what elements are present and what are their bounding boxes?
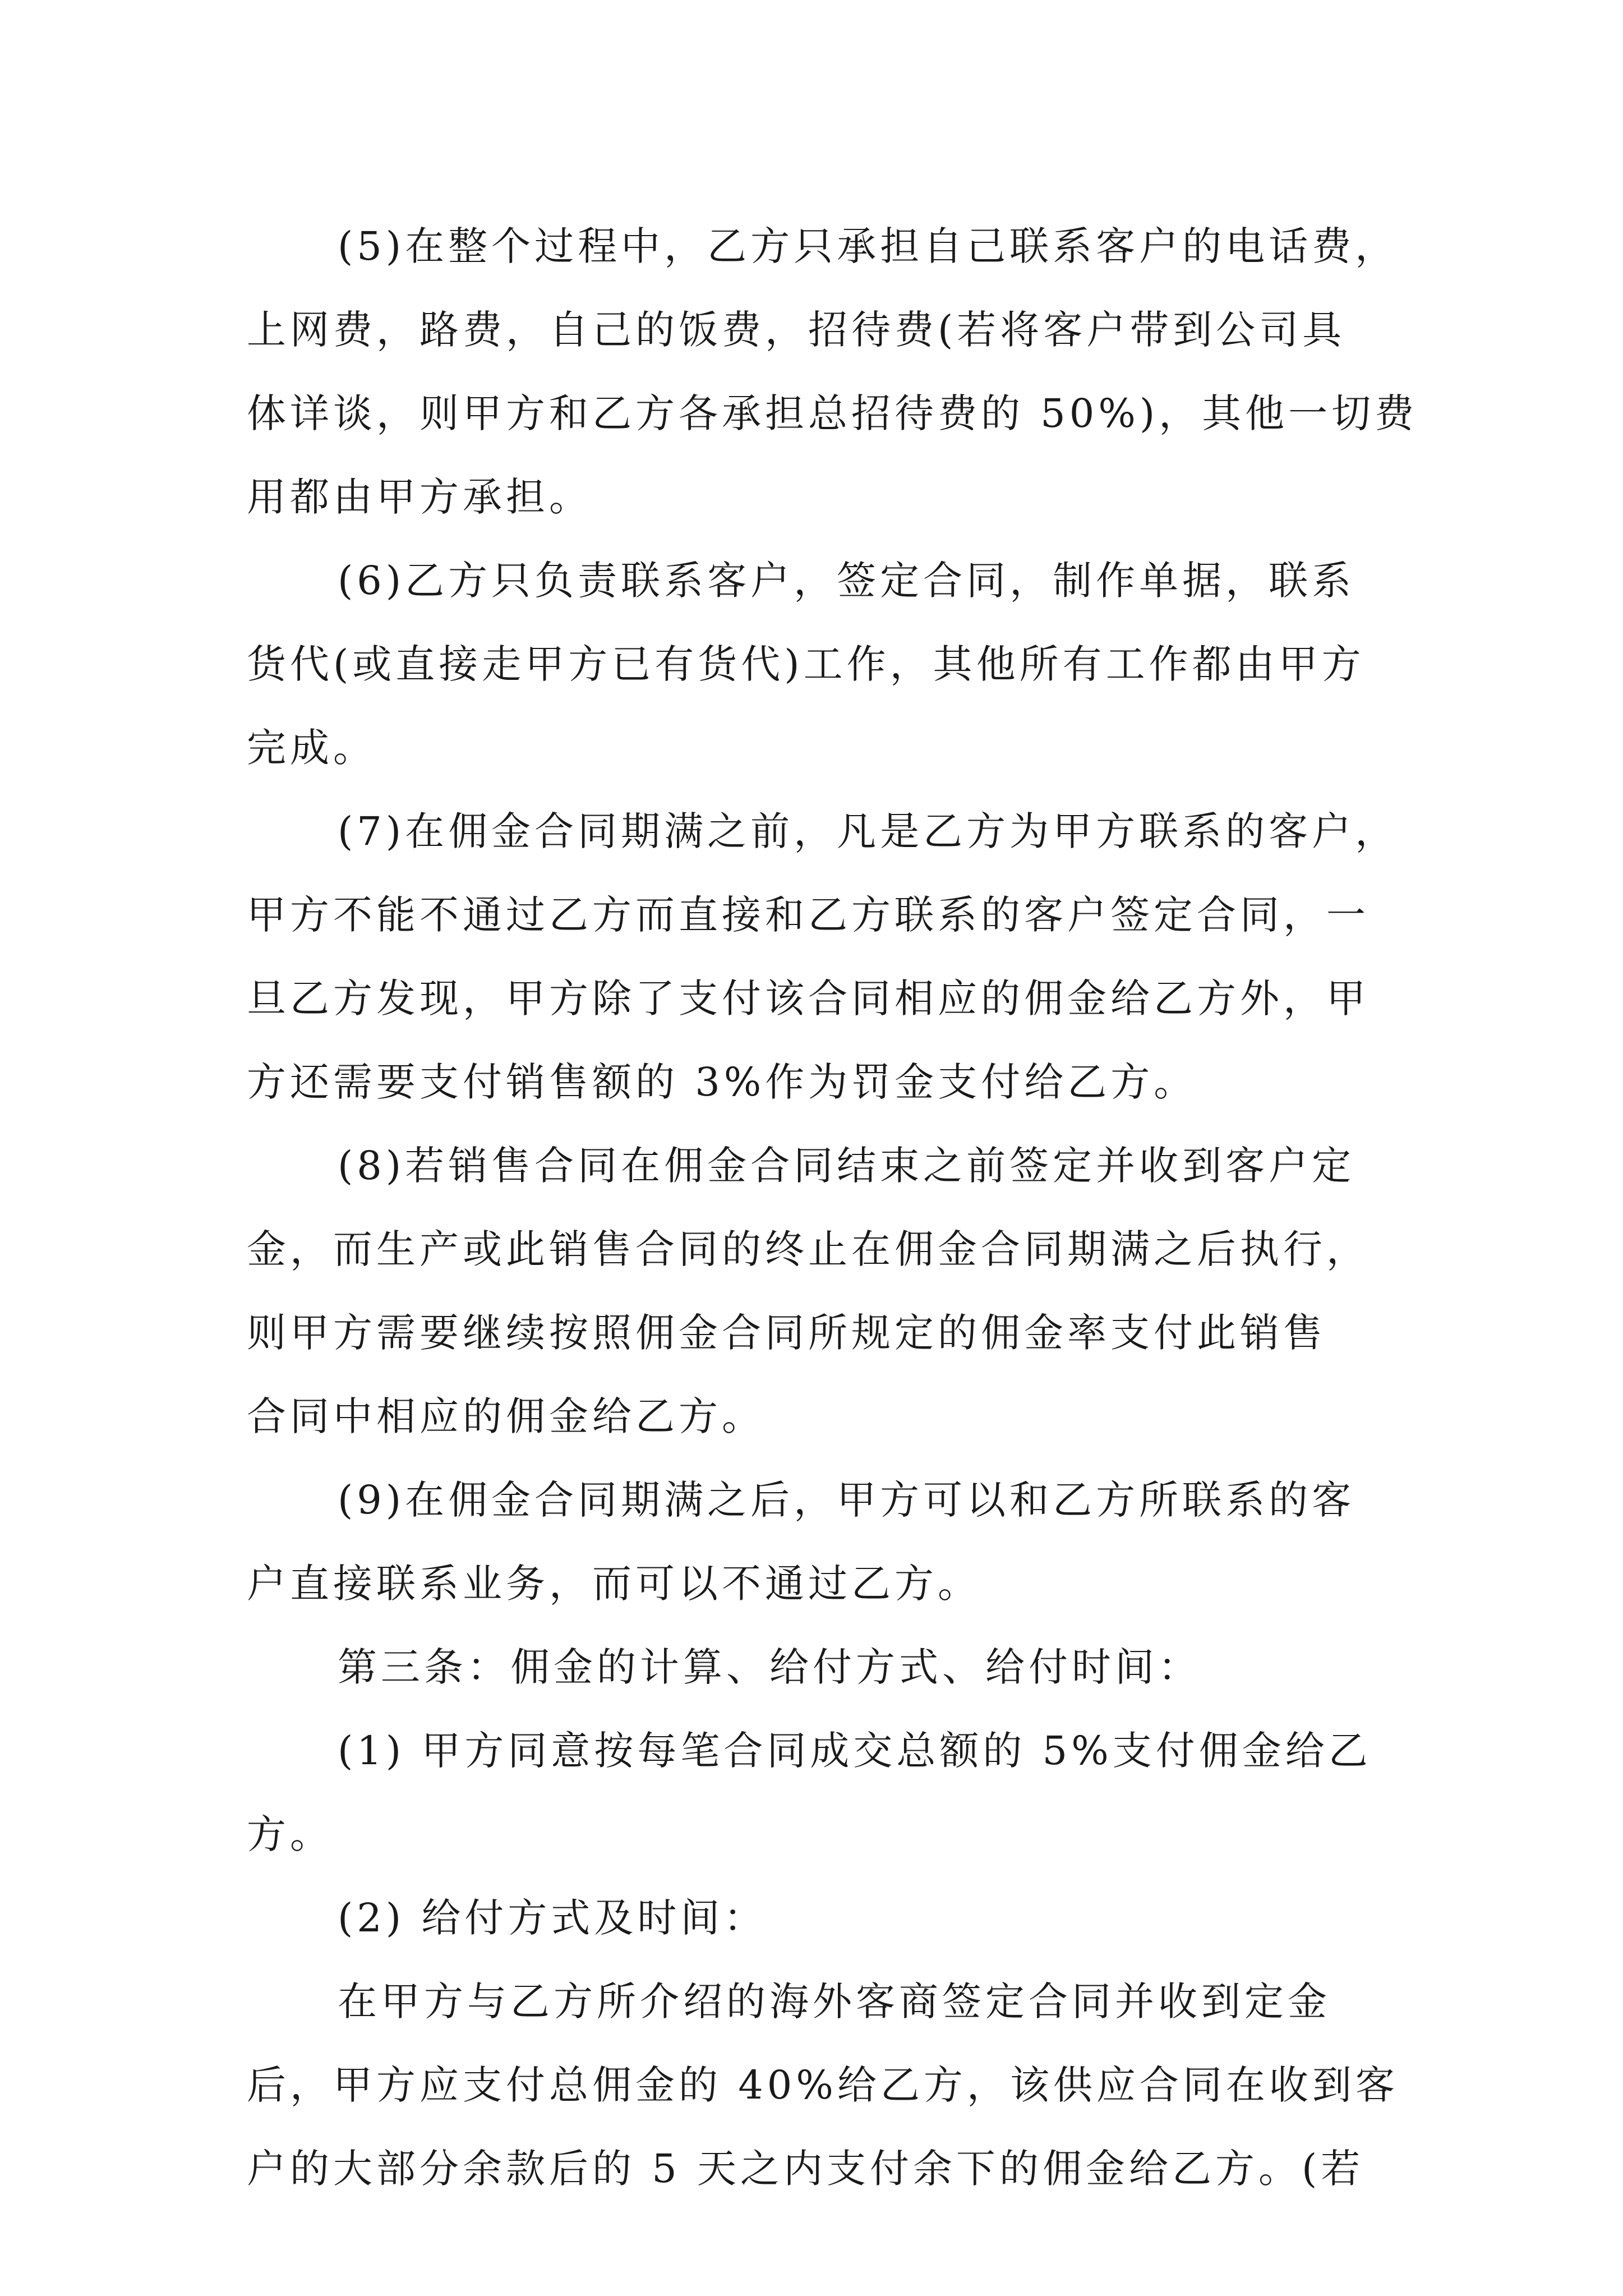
text-line: (6)乙方只负责联系客户，签定合同，制作单据，联系 <box>338 558 1355 604</box>
article-3-item-1 <box>247 1709 1419 1876</box>
article-3-item-2 <box>247 1876 1419 1960</box>
payment-terms-paragraph <box>247 1960 1419 2211</box>
text-line: (9)在佣金合同期满之后，甲方可以和乙方所联系的客 <box>338 1477 1355 1523</box>
text-line: 货代(或直接走甲方已有货代)工作，其他所有工作都由甲方 <box>247 641 1365 687</box>
clause-7-paragraph <box>247 790 1419 1124</box>
text-line: (5)在整个过程中，乙方只承担自己联系客户的电话费， <box>338 223 1399 269</box>
text-line: (1) 甲方同意按每笔合同成交总额的 5%支付佣金给乙 <box>338 1728 1372 1774</box>
clause-6-paragraph <box>247 539 1419 790</box>
clause-5-paragraph <box>247 205 1419 539</box>
text-line: 方。 <box>247 1811 333 1857</box>
text-line: (2) 给付方式及时间： <box>338 1895 767 1941</box>
text-line: 合同中相应的佣金给乙方。 <box>247 1393 765 1439</box>
section-heading: 第三条：佣金的计算、给付方式、给付时间： <box>338 1644 1201 1690</box>
text-line: 甲方不能不通过乙方而直接和乙方联系的客户签定合同，一 <box>247 892 1370 938</box>
text-line: (8)若销售合同在佣金合同结束之前签定并收到客户定 <box>338 1143 1355 1189</box>
article-3-heading <box>247 1626 1419 1709</box>
text-line: 户直接联系业务，而可以不通过乙方。 <box>247 1561 981 1607</box>
text-line: 户的大部分余款后的 5 天之内支付余下的佣金给乙方。(若 <box>247 2146 1364 2192</box>
text-line: 后，甲方应支付总佣金的 40%给乙方，该供应合同在收到客 <box>247 2062 1399 2108</box>
text-line: 金，而生产或此销售合同的终止在佣金合同期满之后执行， <box>247 1226 1370 1272</box>
text-line: 则甲方需要继续按照佣金合同所规定的佣金率支付此销售 <box>247 1310 1326 1356</box>
text-line: 方还需要支付销售额的 3%作为罚金支付给乙方。 <box>247 1059 1197 1105</box>
clause-8-paragraph <box>247 1124 1419 1458</box>
text-line: 用都由甲方承担。 <box>247 474 592 520</box>
text-line: 旦乙方发现，甲方除了支付该合同相应的佣金给乙方外，甲 <box>247 976 1370 1022</box>
text-line: 完成。 <box>247 725 376 771</box>
text-line: (7)在佣金合同期满之前，凡是乙方为甲方联系的客户， <box>338 808 1399 854</box>
clause-9-paragraph <box>247 1458 1419 1626</box>
text-line: 体详谈，则甲方和乙方各承担总招待费的 50%)，其他一切费 <box>247 390 1418 436</box>
text-line: 上网费，路费，自己的饭费，招待费(若将客户带到公司具 <box>247 307 1346 353</box>
text-line: 在甲方与乙方所介绍的海外客商签定合同并收到定金 <box>338 1978 1331 2024</box>
document-body <box>247 205 1419 2211</box>
